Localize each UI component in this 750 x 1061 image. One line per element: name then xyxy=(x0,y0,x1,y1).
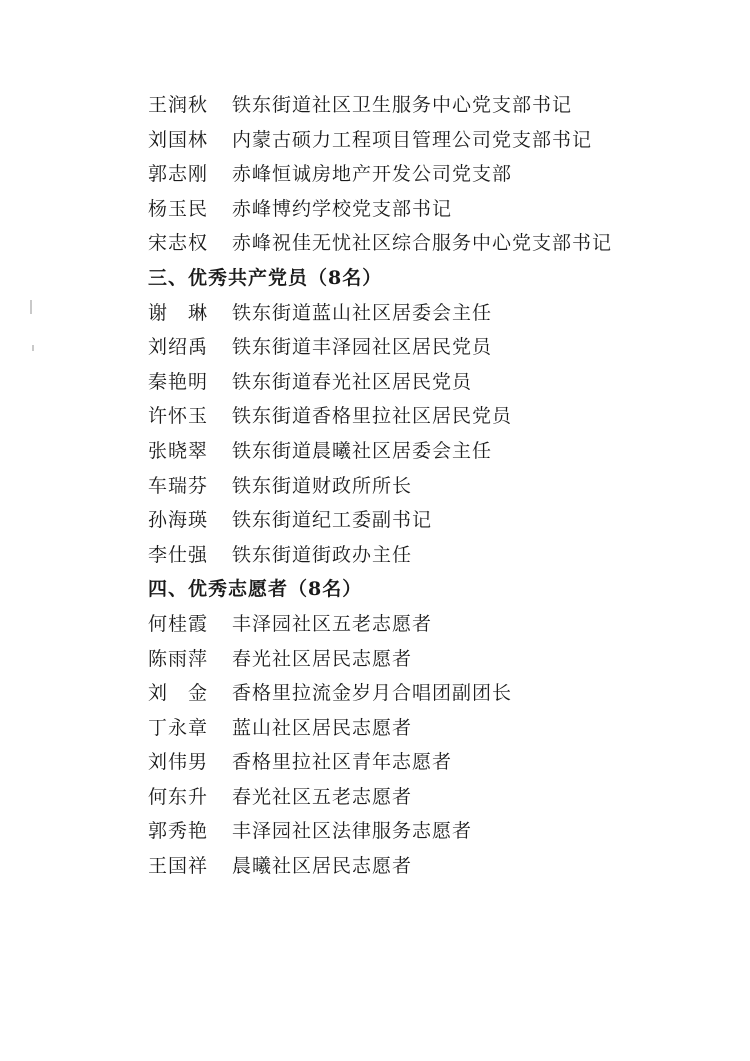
list-item xyxy=(148,607,728,642)
section-heading-outstanding-volunteers: 四、优秀志愿者（8名） xyxy=(148,578,363,601)
person-role: 丰泽园社区法律服务志愿者 xyxy=(232,820,473,843)
list-item xyxy=(148,157,728,192)
person-role: 晨曦社区居民志愿者 xyxy=(232,855,413,878)
list-item xyxy=(148,642,728,677)
person-role: 赤峰恒诚房地产开发公司党支部 xyxy=(232,163,513,186)
person-name: 刘国林 xyxy=(148,128,209,151)
person-role: 香格里拉流金岁月合唱团副团长 xyxy=(232,682,513,705)
scan-mark xyxy=(32,345,34,351)
person-name: 刘伟男 xyxy=(148,751,209,774)
list-item xyxy=(148,365,728,400)
person-name: 宋志权 xyxy=(148,232,209,255)
person-role: 铁东街道丰泽园社区居民党员 xyxy=(232,336,493,359)
person-role: 香格里拉社区青年志愿者 xyxy=(232,751,453,774)
list-item xyxy=(148,711,728,746)
list-item xyxy=(148,745,728,780)
person-name: 秦艳明 xyxy=(148,370,209,393)
list-item xyxy=(148,676,728,711)
person-role: 蓝山社区居民志愿者 xyxy=(232,716,413,739)
person-name: 王国祥 xyxy=(148,855,209,878)
list-item xyxy=(148,88,728,123)
section-heading-outstanding-party-members: 三、优秀共产党员（8名） xyxy=(148,266,383,289)
list-item xyxy=(148,226,728,261)
person-role: 春光社区居民志愿者 xyxy=(232,647,413,670)
person-role: 铁东街道香格里拉社区居民党员 xyxy=(232,405,513,428)
list-item xyxy=(148,399,728,434)
list-item xyxy=(148,434,728,469)
person-name: 孙海瑛 xyxy=(148,509,209,532)
person-name: 何东升 xyxy=(148,785,209,808)
person-name: 刘绍禹 xyxy=(148,336,209,359)
scan-mark xyxy=(30,300,32,314)
person-name: 杨玉民 xyxy=(148,197,209,220)
person-name: 陈雨萍 xyxy=(148,647,209,670)
person-role: 内蒙古硕力工程项目管理公司党支部书记 xyxy=(232,128,593,151)
list-item xyxy=(148,296,728,331)
person-role: 赤峰祝佳无忧社区综合服务中心党支部书记 xyxy=(232,232,613,255)
person-role: 铁东街道晨曦社区居委会主任 xyxy=(232,439,493,462)
person-name: 刘 金 xyxy=(148,682,209,705)
person-name: 何桂霞 xyxy=(148,612,209,635)
list-item xyxy=(148,123,728,158)
list-item xyxy=(148,503,728,538)
person-name: 郭秀艳 xyxy=(148,820,209,843)
list-item xyxy=(148,780,728,815)
person-name: 王润秋 xyxy=(148,94,209,116)
list-item xyxy=(148,469,728,504)
person-role: 春光社区五老志愿者 xyxy=(232,785,413,808)
person-name: 丁永章 xyxy=(148,716,209,739)
person-name: 郭志刚 xyxy=(148,163,209,186)
person-name: 李仕强 xyxy=(148,543,209,566)
list-item xyxy=(148,330,728,365)
list-item xyxy=(148,538,728,573)
person-role: 铁东街道纪工委副书记 xyxy=(232,509,433,532)
awards-list xyxy=(148,88,728,884)
person-role: 铁东街道春光社区居民党员 xyxy=(232,370,473,393)
person-role: 丰泽园社区五老志愿者 xyxy=(232,612,433,635)
person-name: 车瑞芬 xyxy=(148,474,209,497)
list-item xyxy=(148,814,728,849)
person-name: 许怀玉 xyxy=(148,405,209,428)
list-item xyxy=(148,192,728,227)
person-name: 张晓翠 xyxy=(148,439,209,462)
person-role: 铁东街道财政所所长 xyxy=(232,474,413,497)
person-role: 赤峰博约学校党支部书记 xyxy=(232,197,453,220)
person-name: 谢 琳 xyxy=(148,301,209,324)
person-role: 铁东街道街政办主任 xyxy=(232,543,413,566)
list-item xyxy=(148,849,728,884)
person-role: 铁东街道社区卫生服务中心党支部书记 xyxy=(232,94,573,116)
person-role: 铁东街道蓝山社区居委会主任 xyxy=(232,301,493,324)
